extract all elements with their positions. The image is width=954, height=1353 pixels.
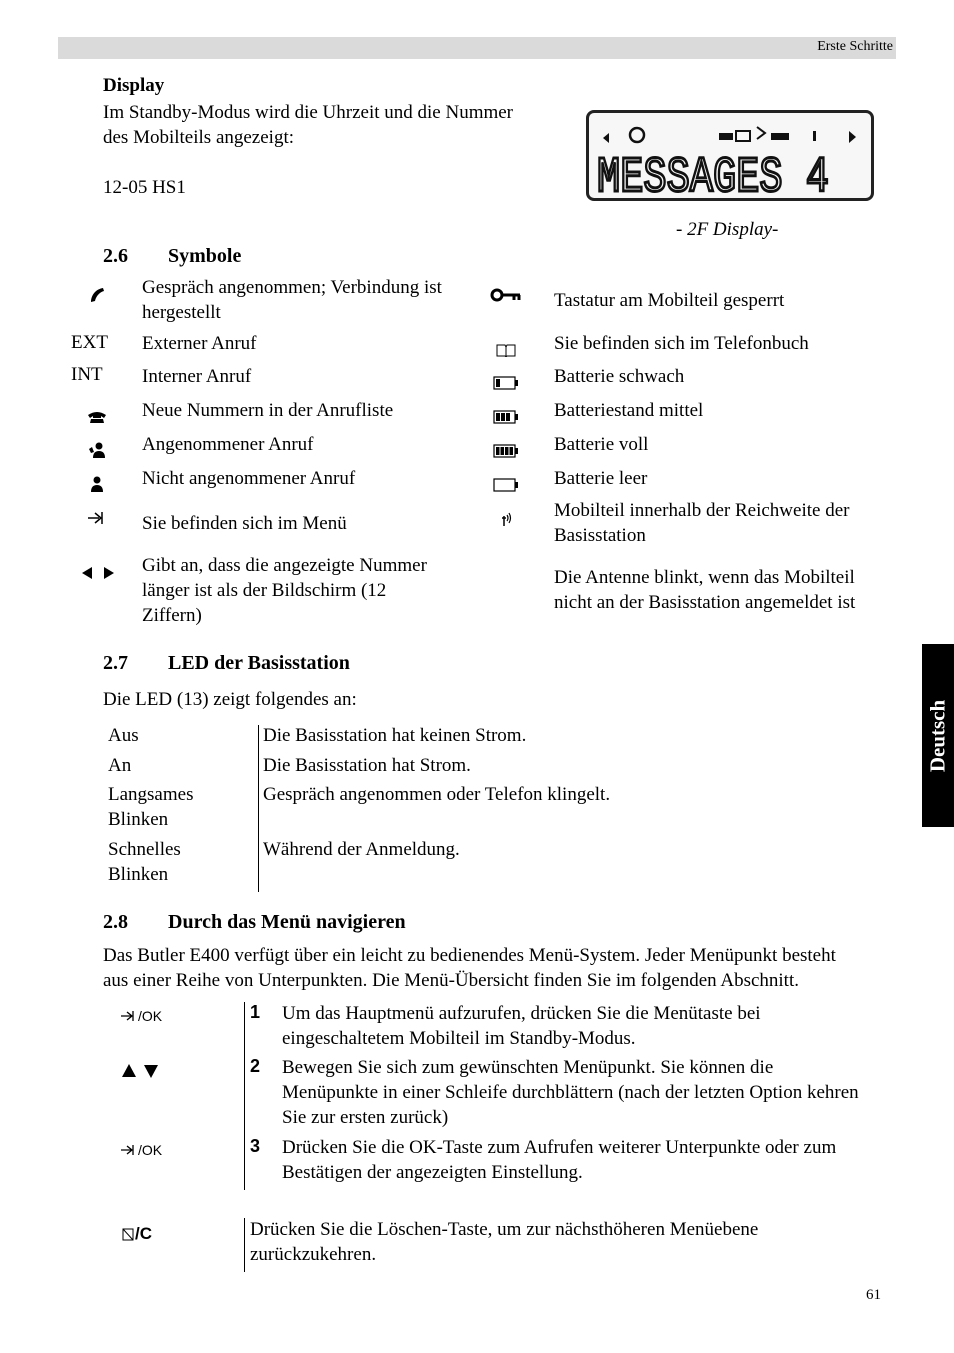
lcd-left-arrow-icon [603,133,609,143]
symbol-text: Die Antenne blinkt, wenn das Mobilteil [554,567,855,588]
symbol-text: Batterie leer [554,468,648,489]
led-table-divider [258,725,259,892]
lcd-battery-icon [771,133,789,140]
menu-intro-1: Das Butler E400 verfügt über ein leicht zu bedienendes Menü-System. Jeder Menüpunkt besteht [103,945,836,966]
handset-icon [86,284,108,306]
ext-label: EXT [71,332,108,353]
int-label: INT [71,364,103,385]
step-text: Menüpunkte in einer Schleife durchblättern (nach der letzten Option kehren [282,1082,859,1103]
symbol-text: Externer Anruf [142,333,257,354]
battery-low-icon [492,373,520,393]
symbol-text: nicht an der Basisstation angemeldet ist [554,592,856,613]
up-down-arrows-icon [121,1063,161,1084]
header-section: Erste Schritte [817,39,893,54]
led-state: Aus [108,725,139,746]
menu-ok-key: /OK [120,1008,162,1024]
section-heading-menu: 2.8 Durch das Menü navigieren [103,911,406,933]
symbol-text: Basisstation [554,525,646,546]
led-state: Schnelles [108,839,181,860]
symbol-text: hergestellt [142,302,221,323]
display-example: 12-05 HS1 [103,177,186,198]
battery-medium-icon [492,407,520,427]
lcd-book-icon [736,131,750,141]
step-text: eingeschaltetem Mobilteil im Standby-Modus. [282,1028,636,1049]
display-title: Display [103,75,165,96]
symbol-text: Gibt an, dass die angezeigte Nummer [142,555,427,576]
battery-full-icon [492,441,520,461]
lcd-text: MESSAGES 4 [597,150,829,198]
section-heading-symbole: 2.6 Symbole [103,245,242,267]
menu-arrow-icon [86,508,108,528]
step-number: 1 [250,1002,261,1022]
symbol-text: Batteriestand mittel [554,400,704,421]
display-caption: - 2F Display- [676,219,779,240]
menu-steps-divider [244,1002,245,1190]
page-number: 61 [866,1287,881,1303]
led-description: Die Basisstation hat Strom. [263,755,471,776]
battery-empty-icon [492,475,520,495]
symbol-text: Neue Nummern in der Anrufliste [142,400,394,421]
person-icon [86,474,108,494]
menu-back-divider [244,1218,245,1272]
symbol-text: Tastatur am Mobilteil gesperrt [554,290,785,311]
key-icon [490,284,522,306]
display-text-2: des Mobilteils angezeigt: [103,127,295,148]
back-text-1: Drücken Sie die Löschen-Taste, um zur nächsthöheren Menüebene [250,1219,759,1240]
header-bar [58,37,896,59]
step-text: Drücken Sie die OK-Taste zum Aufrufen weiterer Unterpunkte oder zum [282,1137,837,1158]
led-state: Blinken [108,864,169,885]
lcd-ring-icon [630,128,644,142]
led-description: Die Basisstation hat keinen Strom. [263,725,527,746]
menu-ok-key: /OK [120,1142,162,1158]
section-heading-led: 2.7 LED der Basisstation [103,652,350,674]
clear-icon [121,1226,135,1242]
symbol-text: Mobilteil innerhalb der Reichweite der [554,500,850,521]
led-state: An [108,755,132,776]
antenna-icon [496,509,516,529]
symbol-text: Angenommener Anruf [142,434,314,455]
symbol-text: Gespräch angenommen; Verbindung ist [142,277,442,298]
symbol-text: länger ist als der Bildschirm (12 [142,580,387,601]
lcd-display [586,110,874,201]
left-right-arrows-icon [78,562,118,584]
lcd-menu-icon [757,127,765,139]
symbol-text: Interner Anruf [142,366,252,387]
symbol-text: Sie befinden sich im Menü [142,513,347,534]
step-text: Bestätigen der angezeigten Einstellung. [282,1162,583,1183]
menu-intro-2: aus einer Reihe von Unterpunkten. Die Menü-Übersicht finden Sie im folgenden Abschnitt. [103,970,799,991]
led-description: Gespräch angenommen oder Telefon klingelt. [263,784,611,805]
led-state: Blinken [108,809,169,830]
step-number: 2 [250,1056,261,1076]
language-side-tab: Deutsch [922,644,954,827]
symbol-text: Ziffern) [142,605,202,626]
phone-icon [86,407,108,427]
step-text: Um das Hauptmenü aufzurufen, drücken Sie die Menütaste bei [282,1003,761,1024]
led-intro: Die LED (13) zeigt folgendes an: [103,689,357,710]
answered-call-icon [86,440,108,460]
menu-arrow-icon [120,1009,138,1023]
lcd-antenna-icon [813,131,816,141]
led-description: Während der Anmeldung. [263,839,460,860]
display-text-1: Im Standby-Modus wird die Uhrzeit und die Nummer [103,102,514,123]
symbol-text: Sie befinden sich im Telefonbuch [554,333,809,354]
clear-key: /C [121,1224,152,1244]
symbol-text: Nicht angenommener Anruf [142,468,356,489]
back-text-2: zurückzukehren. [250,1244,377,1265]
symbol-text: Batterie voll [554,434,649,455]
step-text: Bewegen Sie sich zum gewünschten Menüpunkt. Sie können die [282,1057,774,1078]
symbol-text: Batterie schwach [554,366,685,387]
step-number: 3 [250,1136,261,1156]
step-text: Sie zur ersten zurück) [282,1107,449,1128]
lcd-phone-icon [719,133,733,140]
lcd-right-arrow-icon [849,131,856,143]
led-state: Langsames [108,784,194,805]
menu-arrow-icon [120,1143,138,1157]
book-icon [494,340,518,360]
